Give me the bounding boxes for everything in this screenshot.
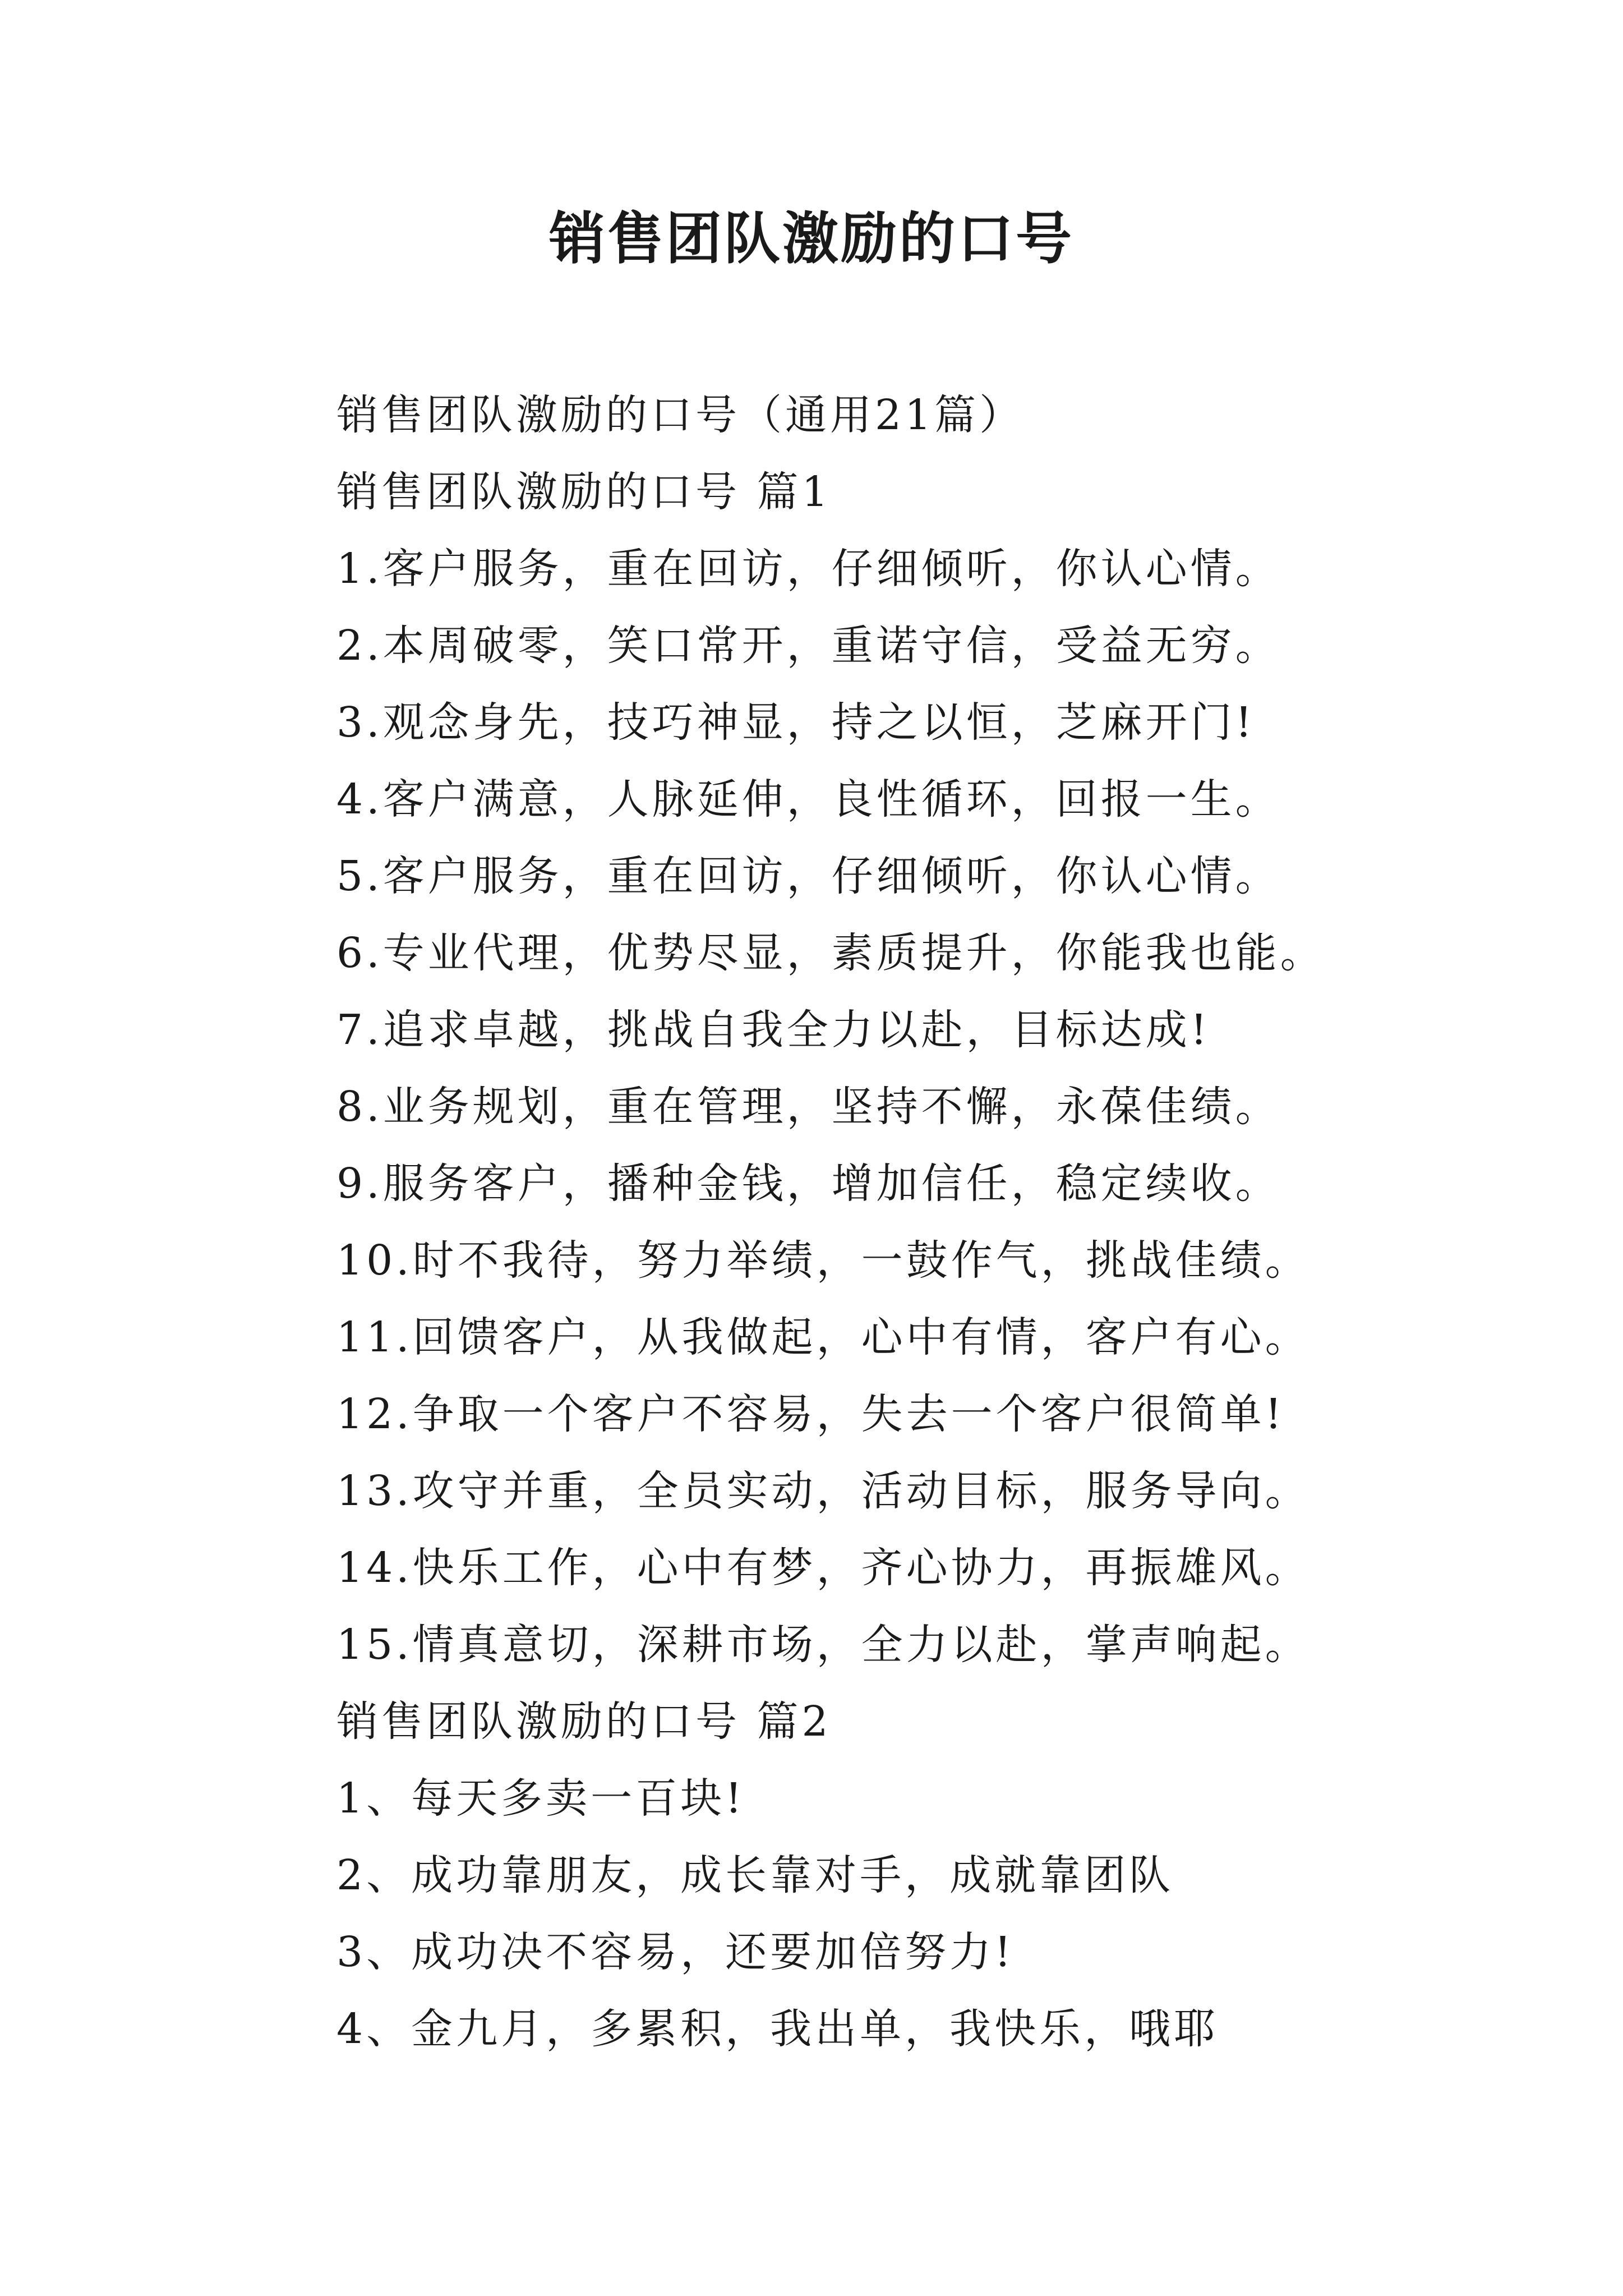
slogan-line: 2、成功靠朋友，成长靠对手，成就靠团队 xyxy=(336,1851,1174,1899)
slogan-line: 14.快乐工作，心中有梦，齐心协力，再振雄风。 xyxy=(336,1544,1310,1592)
slogan-line: 2.本周破零，笑口常开，重诺守信，受益无穷。 xyxy=(336,622,1280,670)
slogan-line: 15.情真意切，深耕市场，全力以赴，掌声响起。 xyxy=(336,1621,1310,1669)
slogan-line: 5.客户服务，重在回访，仔细倾听，你认心情。 xyxy=(336,852,1280,900)
slogan-line: 4、金九月，多累积，我出单，我快乐，哦耶 xyxy=(336,2005,1219,2053)
subtitle-line: 销售团队激励的口号（通用21篇） xyxy=(336,391,1025,439)
slogan-line: 8.业务规划，重在管理，坚持不懈，永葆佳绩。 xyxy=(336,1083,1280,1131)
slogan-line: 10.时不我待，努力举绩，一鼓作气，挑战佳绩。 xyxy=(336,1236,1310,1285)
section-heading: 销售团队激励的口号 篇2 xyxy=(336,1697,832,1746)
slogan-line: 11.回馈客户，从我做起，心中有情，客户有心。 xyxy=(336,1313,1310,1361)
slogan-line: 4.客户满意，人脉延伸，良性循环，回报一生。 xyxy=(336,775,1280,823)
slogan-line: 6.专业代理，优势尽显，素质提升，你能我也能。 xyxy=(336,929,1325,977)
document-title: 销售团队激励的口号 xyxy=(549,205,1074,272)
slogan-line: 12.争取一个客户不容易，失去一个客户很简单! xyxy=(336,1390,1285,1438)
document-body xyxy=(336,377,1514,2068)
slogan-line: 1.客户服务，重在回访，仔细倾听，你认心情。 xyxy=(336,545,1280,593)
slogan-line: 13.攻守并重，全员实动，活动目标，服务导向。 xyxy=(336,1467,1310,1515)
slogan-line: 9.服务客户，播种金钱，增加信任，稳定续收。 xyxy=(336,1159,1280,1208)
slogan-line: 3、成功决不容易，还要加倍努力! xyxy=(336,1928,1015,1976)
slogan-line: 3.观念身先，技巧神显，持之以恒，芝麻开门! xyxy=(336,698,1256,747)
section-heading: 销售团队激励的口号 篇1 xyxy=(336,468,832,516)
slogan-line: 7.追求卓越，挑战自我全力以赴，目标达成! xyxy=(336,1006,1211,1054)
slogan-line: 1、每天多卖一百块! xyxy=(336,1774,745,1823)
